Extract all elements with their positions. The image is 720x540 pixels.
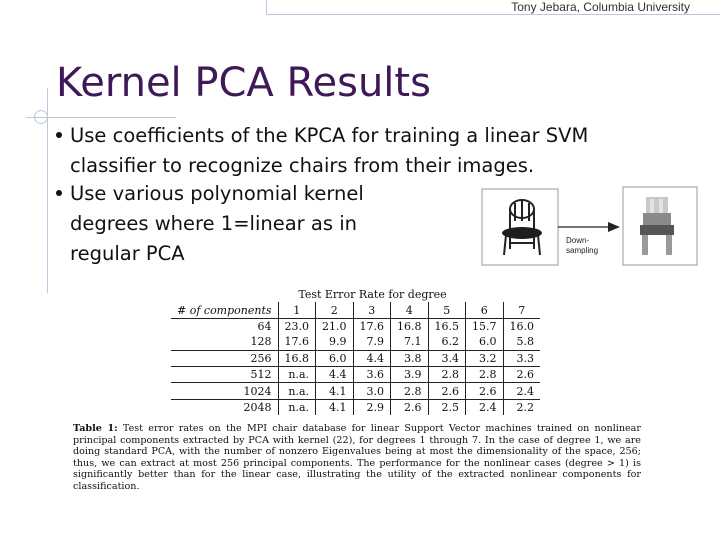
cell: 2.8 [466,366,504,382]
arrow-label-line-2: sampling [566,246,599,255]
cell: 3.2 [466,350,504,366]
arrow-label-line-1: Down- [566,236,590,245]
degree-2: 2 [316,302,354,318]
header-tick [266,0,267,14]
cell: 2.8 [428,366,466,382]
cell: 23.0 [278,318,316,334]
cell: 21.0 [316,318,354,334]
cell: 7.1 [391,334,429,350]
bullet-2-line-1: Use various polynomial kernel [70,182,364,205]
chair-seat [502,227,542,239]
cell: 2.9 [353,399,391,415]
degree-3: 3 [353,302,391,318]
cell: 17.6 [278,334,316,350]
table-row [171,399,540,415]
title-rule [26,117,176,118]
cell: 4.4 [316,366,354,382]
cell: 7.9 [353,334,391,350]
author-credit: Tony Jebara, Columbia University [511,0,690,14]
caption-text: Test error rates on the MPI chair database for linear Support Vector machines trained on nonlinear principal components extracted by PCA with kernel (22), for degrees 1 through 7. In the case of degree 1, we are doing standard PCA, with the number of nonzero Eigenvalues being at most the dimensionality of the space, 256; thus, we can extract at most 256 principal components. The performance for the nonlinear cases (degree > 1) is significantly better than for the linear case, illustrating the utility of the extracted nonlinear components for classification. [73,423,641,492]
cell: 2.6 [503,366,540,382]
header-rule [266,14,720,15]
cell: 16.5 [428,318,466,334]
cell: 3.8 [391,350,429,366]
cell: 5.8 [503,334,540,350]
bullet-1-line-1: Use coefficients of the KPCA for training a linear SVM [70,124,589,147]
cell: 2.6 [466,383,504,399]
cell: 6.2 [428,334,466,350]
bullet-1-line-2: classifier to recognize chairs from their images. [70,154,535,177]
cell: 17.6 [353,318,391,334]
cell: 2.4 [503,383,540,399]
table-title: Test Error Rate for degree [298,288,447,302]
arrow-head [608,222,620,232]
cell: 2.8 [391,383,429,399]
error-rate-table [171,287,540,415]
cell: 64 [257,319,272,333]
table-row [171,334,540,350]
cell: 4.1 [316,399,354,415]
cell: 16.8 [278,350,316,366]
cell: 128 [250,335,272,349]
table-row [171,318,540,334]
cell: n.a. [278,366,316,382]
cell: 3.3 [503,350,540,366]
cell: 512 [171,366,278,382]
cell: 16.8 [391,318,429,334]
bullet-dot-2 [56,190,62,196]
cell: 9.9 [316,334,354,350]
cell: 3.6 [353,366,391,382]
cell: 3.9 [391,366,429,382]
cell: 256 [171,350,278,366]
col-header-components: # of components [171,302,278,318]
bullet-2-line-3: regular PCA [70,242,185,265]
table-caption [73,423,641,493]
table-row [171,366,540,382]
cell: 2.6 [391,399,429,415]
cell: 2.4 [466,399,504,415]
table-row [171,350,540,366]
degree-7: 7 [503,302,540,318]
chair-downsampling-diagram [480,185,700,267]
degree-5: 5 [428,302,466,318]
cell: 16.0 [503,318,540,334]
degree-6: 6 [466,302,504,318]
table-row [171,383,540,399]
bullet-dot-1 [56,132,62,138]
cell: 2.6 [428,383,466,399]
degree-1: 1 [278,302,316,318]
caption-label: Table 1: [73,423,118,434]
degree-4: 4 [391,302,429,318]
decor-ring [34,110,48,124]
cell: 15.7 [466,318,504,334]
cell: n.a. [278,383,316,399]
cell: 6.0 [466,334,504,350]
cell: 2.5 [428,399,466,415]
cell: 6.0 [316,350,354,366]
cell: 4.1 [316,383,354,399]
cell: 1024 [171,383,278,399]
cell: 3.0 [353,383,391,399]
cell: n.a. [278,399,316,415]
cell: 4.4 [353,350,391,366]
slide-title: Kernel PCA Results [56,60,431,106]
bullet-2-line-2: degrees where 1=linear as in [70,212,357,235]
cell: 2.2 [503,399,540,415]
cell: 2048 [171,399,278,415]
cell: 3.4 [428,350,466,366]
